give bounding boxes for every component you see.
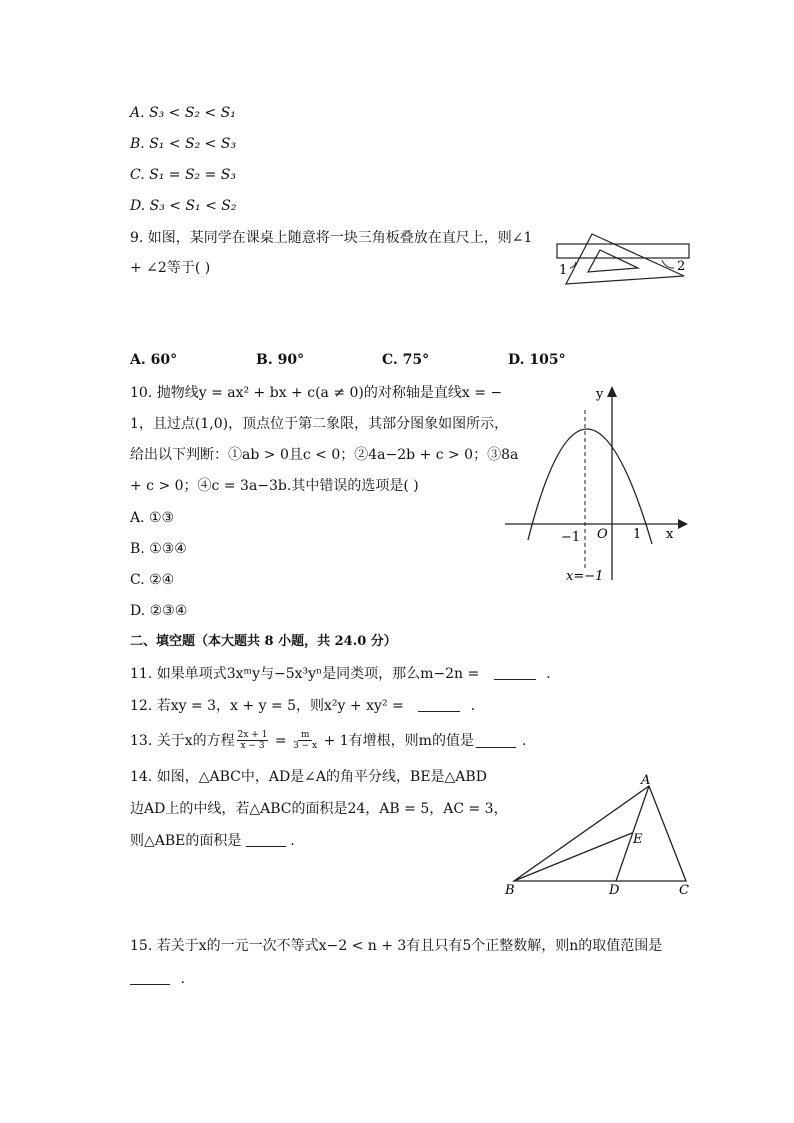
- q8-option-c: C. S₁ = S₂ = S₃: [130, 167, 236, 183]
- q11-end-dot: .: [546, 666, 551, 682]
- y-axis-label: y: [596, 387, 604, 402]
- origin-label: O: [597, 527, 608, 542]
- q14-line-3-text: 则△ABE的面积是: [130, 833, 242, 849]
- triangle-outer: [566, 234, 684, 284]
- q8-option-b: B. S₁ < S₂ < S₃: [130, 136, 237, 152]
- q12-answer-blank[interactable]: [418, 697, 460, 712]
- x-axis-label: x: [666, 527, 674, 542]
- q9-line-2: + ∠2等于( ): [130, 260, 211, 276]
- q13-suffix: + 1有增根，则m的值是: [319, 732, 474, 749]
- q13-frac2-denominator: 3 − x: [293, 741, 318, 751]
- q10-option-b: B. ①③④: [130, 541, 187, 557]
- y-axis-arrow: [607, 386, 617, 397]
- q8-option-d: D. S₃ < S₁ < S₂: [130, 198, 237, 214]
- section-2-heading: 二、填空题（本大题共 8 小题，共 24.0 分）: [130, 634, 397, 649]
- q13-frac1-numerator: 2x + 1: [237, 730, 268, 740]
- q15-line-2: [130, 969, 185, 989]
- ruler: [557, 244, 689, 258]
- q14-line-2: 边AD上的中线，若△ABC的面积是24，AB = 5，AC = 3，: [130, 801, 508, 817]
- q10-option-d: D. ②③④: [130, 603, 188, 619]
- label-a: A: [641, 773, 651, 788]
- neg-one-label: −1: [561, 530, 581, 545]
- q15-answer-blank[interactable]: [130, 970, 170, 985]
- q9-option-b: B. 90°: [256, 352, 305, 368]
- q10-option-a: A. ①③: [130, 510, 175, 526]
- q13-prefix: 13. 关于x的方程: [130, 732, 235, 749]
- q13-answer-blank[interactable]: [476, 733, 516, 748]
- q9-ruler-triangle-figure: [552, 230, 697, 292]
- q13-frac1-denominator: x − 3: [240, 741, 265, 751]
- q10-parabola-figure: [500, 380, 700, 590]
- angle-1-label: 1: [559, 263, 568, 278]
- q14-answer-blank[interactable]: [246, 832, 286, 847]
- q13-fraction-1: [237, 730, 269, 751]
- q14-line-3: [130, 831, 295, 851]
- q15-line-1: 15. 若关于x的一元一次不等式x−2 < n + 3有且只有5个正整数解，则n的取值范围是: [130, 938, 663, 954]
- q11-text: [130, 664, 551, 684]
- angle-2-label: 2: [677, 259, 686, 274]
- q13-end-dot: .: [521, 732, 527, 749]
- q9-option-c: C. 75°: [382, 352, 430, 368]
- q14-end-dot: .: [290, 833, 295, 849]
- triangle-inner: [588, 250, 638, 272]
- q12-end-dot: .: [470, 698, 476, 714]
- one-label: 1: [633, 527, 642, 542]
- q14-line-1: 14. 如图，△ABC中，AD是∠A的角平分线，BE是△ABD: [130, 769, 487, 785]
- q9-option-d: D. 105°: [508, 352, 566, 368]
- q11-answer-blank[interactable]: [494, 665, 536, 680]
- label-c: C: [679, 883, 689, 898]
- q15-end-dot: .: [180, 971, 185, 987]
- q9-option-a: A. 60°: [130, 352, 178, 368]
- x-axis-arrow: [678, 519, 688, 529]
- label-b: B: [505, 883, 515, 898]
- q13-fraction-2: [293, 730, 317, 751]
- q11-question: 11. 如果单项式3xᵐy与−5x³yⁿ是同类项，那么m−2n =: [130, 666, 480, 682]
- q8-option-a: A. S₃ < S₂ < S₁: [130, 105, 236, 121]
- q10-line-2: 1，且过点(1,0)，顶点位于第二象限，其部分图象如图所示，: [130, 416, 509, 432]
- label-e: E: [633, 832, 643, 847]
- q9-line-1: 9. 如图，某同学在课桌上随意将一块三角板叠放在直尺上，则∠1: [130, 230, 533, 246]
- q10-option-c: C. ②④: [130, 572, 175, 588]
- q12-question: 12. 若xy = 3，x + y = 5，则x²y + xy² =: [130, 698, 404, 714]
- label-d: D: [609, 883, 620, 898]
- q13-equals: =: [270, 732, 292, 749]
- q10-line-1: 10. 抛物线y = ax² + bx + c(a ≠ 0)的对称轴是直线x = −: [130, 385, 503, 401]
- q13-frac2-numerator: m: [298, 730, 313, 741]
- q14-triangle-figure: [500, 770, 700, 900]
- q10-line-3: 给出以下判断：①ab > 0且c < 0；②4a−2b + c > 0；③8a: [130, 447, 519, 463]
- symmetry-axis-label: x=−1: [566, 569, 604, 584]
- q12-text: [130, 696, 475, 716]
- triangle-abc: [514, 786, 686, 881]
- q13-text: [130, 730, 526, 751]
- q10-line-4: + c > 0；④c = 3a−3b.其中错误的选项是( ): [130, 478, 419, 494]
